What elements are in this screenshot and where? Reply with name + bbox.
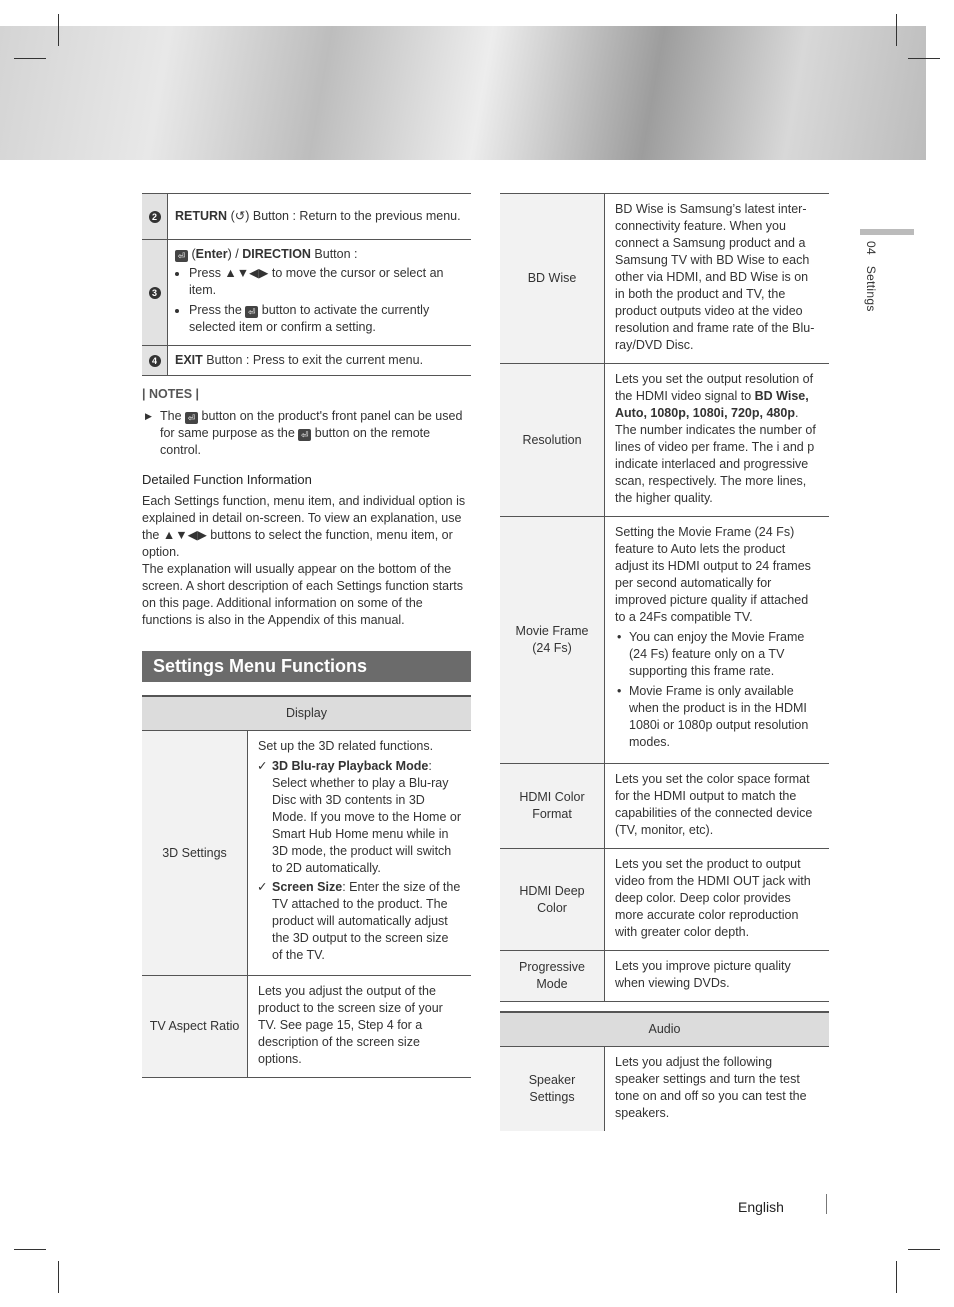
table-row	[500, 364, 829, 517]
setting-description: Lets you adjust the following speaker settings and turn the test tone on and off so you can test the speakers.	[605, 1047, 830, 1132]
audio-table	[500, 1011, 829, 1131]
row-number-cell	[142, 346, 168, 376]
setting-description: BD Wise is Samsung’s latest inter-connectivity feature. When you connect a Samsung product and a Samsung TV with BD Wise to each other via HDMI, and BD Wise is on in both the product and TV, the product outputs video at the video resolution and frame rate of the Blu-ray/DVD Disc.	[605, 194, 830, 364]
setting-name: 3D Settings	[142, 731, 248, 976]
table-row	[142, 976, 471, 1078]
crop-mark	[14, 58, 46, 59]
row-number-cell	[142, 194, 168, 240]
footer-language: English	[738, 1199, 784, 1215]
list-item: ✓ Screen Size: Enter the size of the TV attached to the product. The product will automatically adjust the 3D output to the screen size of the TV.	[257, 880, 461, 962]
crop-mark	[58, 1261, 59, 1293]
return-description: RETURN (↺) Button : Return to the previous menu.	[168, 194, 472, 240]
enter-icon: ⏎	[245, 306, 258, 318]
section-subheading: Detailed Function Information	[142, 472, 312, 487]
setting-description: Lets you set the output resolution of the HDMI video signal to BD Wise, Auto, 1080p, 1080i, 720p, 480p. The number indicates the number of lines of video per frame. The i and p indicate interlaced and progressive scan, respectively. The more lines, the higher quality.	[605, 364, 830, 517]
table-header: Display	[142, 696, 471, 731]
display-table-continued	[500, 193, 829, 1002]
list-item: • Press the ⏎ button to activate the currently selected item or confirm a setting.	[189, 302, 464, 336]
setting-description: Setting the Movie Frame (24 Fs) feature to Auto lets the product adjust its HDMI output to 24 frames per second automatically for improved picture quality if attached to a 24Fs compatible TV. • You can enjoy the Movie Frame (24 Fs) feature only on a TV supporting this frame rate. • Movie Frame is only available when the product is in the HDMI 1080i or 1080p output resolution modes.	[605, 517, 830, 764]
list-item: ✓ 3D Blu-ray Playback Mode: Select whether to play a Blu-ray Disc with 3D contents in 3D Mode. If you move to the Home or Smart Hub Home menu while in 3D mode, the product will switch to 2D automatically.	[257, 759, 461, 875]
section-title: Settings Menu Functions	[142, 651, 471, 682]
button-name: RETURN	[175, 209, 228, 223]
crop-mark	[908, 1249, 940, 1250]
setting-description: Lets you improve picture quality when viewing DVDs.	[605, 951, 830, 1002]
crop-mark	[14, 1249, 46, 1250]
header-banner	[0, 26, 926, 160]
table-row	[142, 240, 471, 346]
return-icon: ↺	[234, 209, 246, 223]
row-number-cell	[142, 240, 168, 346]
chapter-title: Settings	[864, 265, 878, 312]
setting-description: Lets you set the product to output video from the HDMI OUT jack with deep color. Deep color provides more accurate color reproduction with greater color depth.	[605, 849, 830, 951]
setting-name: Resolution	[500, 364, 605, 517]
table-row	[500, 1047, 829, 1132]
crop-mark	[896, 14, 897, 46]
number-badge: 4	[149, 355, 161, 367]
bullet-list	[175, 265, 464, 336]
enter-icon: ⏎	[175, 250, 188, 262]
crop-mark	[896, 1261, 897, 1293]
notes-title: | NOTES |	[142, 387, 200, 401]
check-icon: ✓	[257, 880, 268, 894]
setting-name: Speaker Settings	[500, 1047, 605, 1132]
setting-name: TV Aspect Ratio	[142, 976, 248, 1078]
crop-mark	[908, 58, 940, 59]
table-row	[500, 517, 829, 764]
bullet-list	[615, 629, 819, 751]
table-row	[142, 346, 471, 376]
button-table	[142, 193, 471, 376]
number-badge: 3	[149, 287, 161, 299]
setting-name: HDMI Color Format	[500, 764, 605, 849]
table-row	[142, 194, 471, 240]
list-item: • Press ▲▼◀▶ to move the cursor or select an item.	[189, 265, 464, 299]
arrow-right-icon: ▶	[145, 411, 152, 421]
check-list	[258, 758, 461, 964]
paragraph: Each Settings function, menu item, and individual option is explained in detail on-screen. To view an explanation, use the ▲▼◀▶ buttons to select the function, menu item, or option.	[142, 494, 466, 559]
enter-icon: ⏎	[185, 412, 198, 424]
enter-description: ⏎ (Enter) / DIRECTION Button : • Press ▲▼◀▶ to move the cursor or select an item. • Press the ⏎ button to activate the currently selected item or confirm a setting.	[168, 240, 472, 346]
paragraph: The explanation will usually appear on the bottom of the screen. A short description of each Settings function starts on this page. Additional information on some of the functions is also in the Appendix of this manual.	[142, 562, 464, 627]
right-column	[500, 193, 829, 1131]
list-item: • Movie Frame is only available when the product is in the HDMI 1080i or 1080p output resolution modes.	[617, 684, 809, 749]
setting-name: BD Wise	[500, 194, 605, 364]
setting-name: Movie Frame (24 Fs)	[500, 517, 605, 764]
left-column	[142, 193, 471, 1078]
setting-description: Lets you adjust the output of the product to the screen size of your TV. See page 15, Step 4 for a description of the screen size options.	[248, 976, 472, 1078]
exit-description: EXIT Button : Press to exit the current menu.	[168, 346, 472, 376]
setting-name: Progressive Mode	[500, 951, 605, 1002]
footer-divider	[826, 1194, 827, 1214]
table-row	[500, 849, 829, 951]
display-table	[142, 695, 471, 1078]
table-row	[142, 731, 471, 976]
table-header: Audio	[500, 1012, 829, 1047]
note-item: ▶ The ⏎ button on the product's front panel can be used for same purpose as the ⏎ button on the remote control.	[145, 409, 463, 457]
number-badge: 2	[149, 211, 161, 223]
chapter-label	[864, 241, 878, 312]
setting-description: Set up the 3D related functions. ✓ 3D Blu-ray Playback Mode: Select whether to play a Blu-ray Disc with 3D contents in 3D Mode. If you move to the Home or Smart Hub Home menu while in 3D mode, the product will switch to 2D automatically. ✓ Screen Size: Enter the size of the TV attached to the product. The product will automatically adjust the 3D output to the screen size of the TV.	[248, 731, 472, 976]
crop-mark	[58, 14, 59, 46]
setting-description: Lets you set the color space format for the HDMI output to match the capabilities of the connected device (TV, monitor, etc).	[605, 764, 830, 849]
setting-name: HDMI Deep Color	[500, 849, 605, 951]
check-icon: ✓	[257, 759, 268, 773]
table-row	[500, 764, 829, 849]
table-row	[500, 951, 829, 1002]
list-item: • You can enjoy the Movie Frame (24 Fs) feature only on a TV supporting this frame rate.	[617, 630, 805, 678]
chapter-number: 04	[864, 241, 878, 255]
table-row	[500, 194, 829, 364]
chapter-tab	[860, 229, 914, 235]
enter-icon: ⏎	[298, 429, 311, 441]
